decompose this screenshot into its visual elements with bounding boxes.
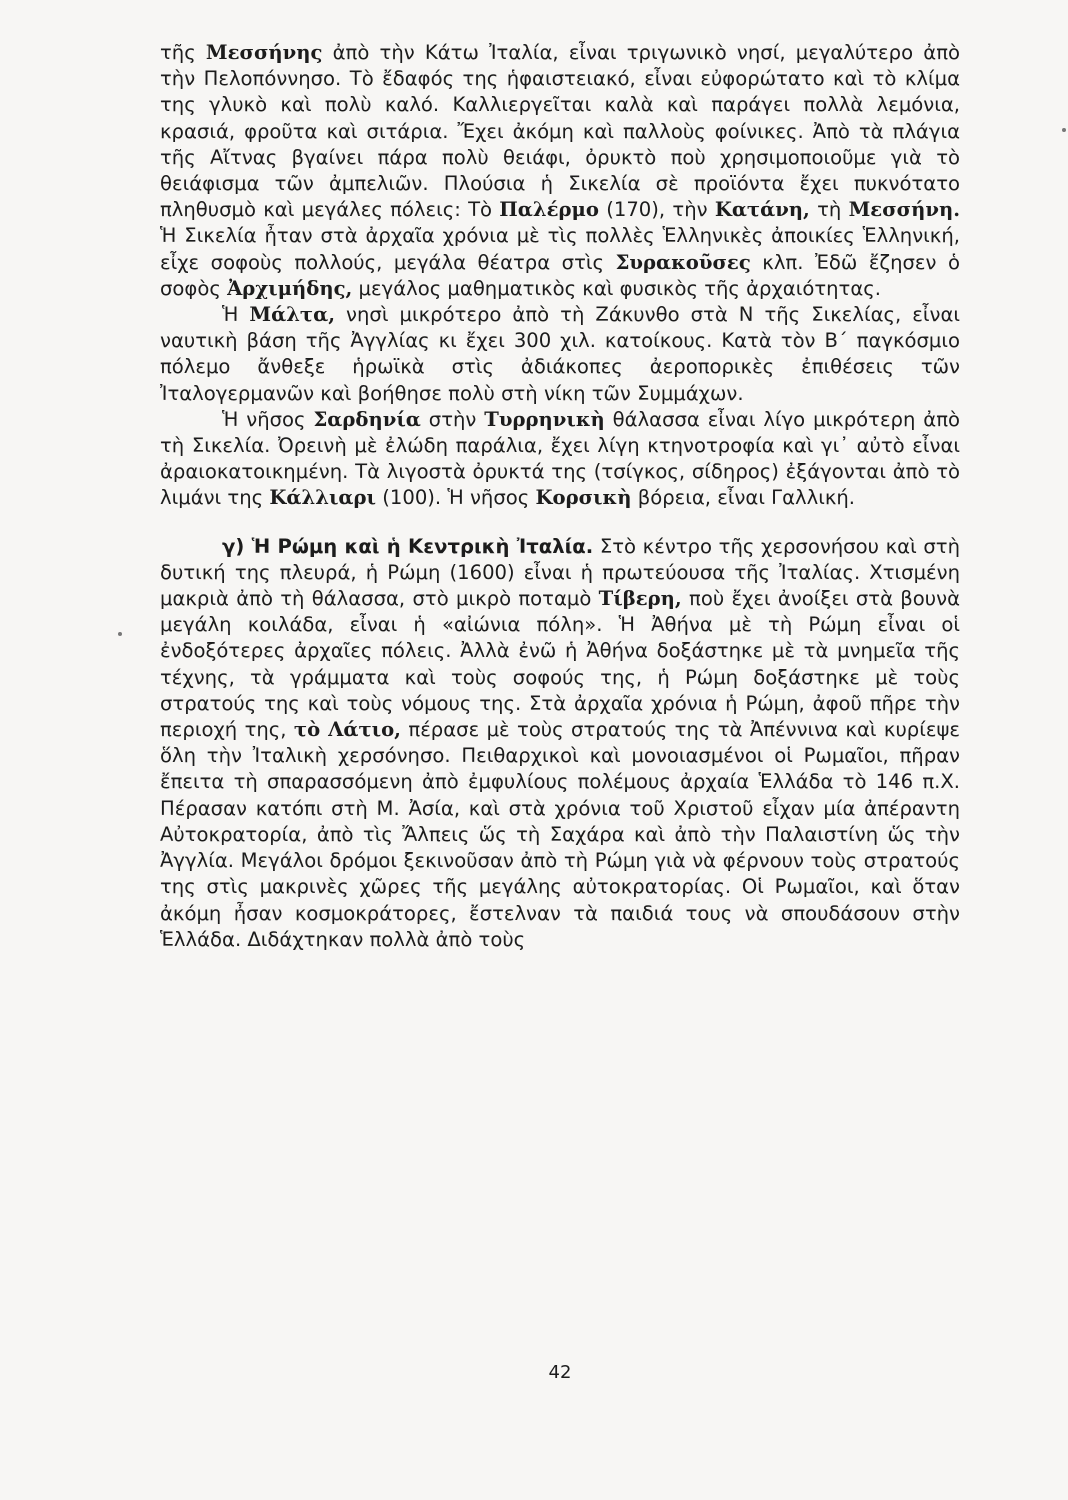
text-run: κλπ. Ἐδῶ ἔζησεν ὁ σοφὸς: [160, 250, 960, 300]
bold-term: Σαρδηνία: [313, 407, 421, 431]
bold-term: Συρακοῦσες: [615, 250, 751, 274]
text-run: τῆς: [160, 41, 206, 64]
page-number: 42: [548, 1362, 572, 1383]
text-run: βόρεια, εἶναι Γαλλική.: [631, 486, 856, 510]
bold-term: τὸ Λάτιο,: [293, 718, 402, 742]
text-run: (100). Ἡ νῆσος: [376, 486, 536, 510]
bold-term: Κάλλιαρι: [269, 486, 377, 510]
paragraph-sardinia: [160, 407, 960, 512]
paragraph-sicily: [160, 40, 960, 302]
text-run: πέρασε μὲ τοὺς στρατούς της τὰ Ἀπέννινα καὶ κυρίεψε ὅλη τὴν Ἰταλικὴ χερσόνησο. Πειθαρχικοὶ καὶ μονοιασμένοι οἱ Ρωμαῖοι, πῆραν ἔπειτα τὴ σπαρασσόμενη ἀπὸ ἐμφυλίους πολέμους ἀρχαία Ἑλλάδα τὸ 146 π.Χ. Πέρασαν κατόπι στὴ Μ. Ἀσία, καὶ στὰ χρόνια τοῦ Χριστοῦ εἶχαν μία ἀπέραντη Αὐτοκρατορία, ἀπὸ τὶς Ἄλπεις ὥς τὴ Σαχάρα καὶ ἀπὸ τὴν Παλαιστίνη ὥς τὴν Ἀγγλία. Μεγάλοι δρόμοι ξεκινοῦσαν ἀπὸ τὴ Ρώμη γιὰ νὰ φέρνουν τοὺς στρατούς της στὶς μακρινὲς χῶρες τῆς μεγάλης αὐτοκρατορίας. Οἱ Ρωμαῖοι, καὶ ὅταν ἀκόμη ἦσαν κοσμοκράτορες, ἔστελναν τὰ παιδιά τους νὰ σπουδάσουν στὴν Ἑλλάδα. Διδάχτηκαν πολλὰ ἀπὸ τοὺς: [160, 718, 960, 951]
text-run: Ἡ: [222, 303, 250, 327]
text-run: τὴ: [809, 198, 849, 222]
text-run: ἀπὸ τὴν Κάτω Ἰταλία, εἶναι τριγωνικὸ νησί, μεγαλύτερο ἀπὸ τὴν Πελοπόννησο. Τὸ ἔδαφός της ἡφαιστειακό, εἶναι εὐφορώτατο καὶ τὸ κλίμα της γλυκὸ καὶ πολὺ καλό. Καλλιεργεῖται καλὰ καὶ παράγει πολλὰ λεμόνια, κρασιά, φροῦτα καὶ σιτάρια. Ἔχει ἀκόμη καὶ παλλοὺς φοίνικες. Ἀπὸ τὰ πλάγια τῆς Αἴτνας βγαίνει πάρα πολὺ θειάφι, ὀρυκτὸ ποὺ χρησιμοποιοῦμε γιὰ τὸ θειάφισμα τῶν ἀμπελιῶν. Πλούσια ἡ Σικελία σὲ προϊόντα ἔχει πυκνότατο πληθυσμὸ καὶ μεγάλες πόλεις: Τὸ: [160, 41, 960, 222]
text-run: νησὶ μικρότερο ἀπὸ τὴ Ζάκυνθο στὰ Ν τῆς Σικελίας, εἶναι ναυτικὴ βάση τῆς Ἀγγλίας κι ἔχει 300 χιλ. κατοίκους. Κατὰ τὸν Β΄ παγκόσμιο πόλεμο ἄνθεξε ἡρωϊκὰ στὶς ἀδιάκοπες ἀεροπορικὲς ἐπιθέσεις τῶν Ἰταλογερμανῶν καὶ βοήθησε πολὺ στὴ νίκη τῶν Συμμάχων.: [160, 303, 960, 405]
text-run: θάλασσα εἶναι λίγο μικρότερη ἀπὸ τὴ Σικελία. Ὀρεινὴ μὲ ἐλώδη παράλια, ἔχει λίγη κτηνοτροφία καὶ γι᾽ αὐτὸ εἶναι ἀραιοκατοικημένη. Τὰ λιγοστὰ ὀρυκτά της (τσίγκος, σίδηρος) ἐξάγονται ἀπὸ τὸ λιμάνι της: [160, 407, 960, 510]
text-run: ποὺ ἔχει ἀνοίξει στὰ βουνὰ μεγάλη κοιλάδα, εἶναι ἡ «αἰώνια πόλη». Ἡ Ἀθήνα μὲ τὴ Ρώμη εἶναι οἱ ἐνδοξότερες ἀρχαῖες πόλεις. Ἀλλὰ ἐνῶ ἡ Ἀθήνα δοξάστηκε μὲ τὰ μνημεῖα τῆς τέχνης, τὰ γράμματα καὶ τοὺς σοφούς της, ἡ Ρώμη δοξάστηκε μὲ τοὺς στρατούς της καὶ τοὺς νόμους της. Στὰ ἀρχαῖα χρόνια ἡ Ρώμη, ἀφοῦ πῆρε τὴν περιοχή της,: [160, 587, 960, 742]
bold-term: Κατάνη,: [714, 198, 810, 222]
text-run: Ἡ νῆσος: [222, 407, 314, 431]
scan-speck: [1062, 128, 1066, 132]
book-page: [160, 40, 960, 1460]
bold-term: Μεσσήνης: [205, 41, 323, 64]
text-run: Ἡ Σικελία ἦταν στὰ ἀρχαῖα χρόνια μὲ τὶς πολλὲς Ἑλληνικὲς ἀποικίες Ἑλληνική, εἶχε σοφοὺς πολλούς, μεγάλα θέατρα στὶς: [160, 224, 960, 274]
bold-term: Μεσσήνη.: [848, 198, 961, 222]
text-run: στὴν: [420, 407, 485, 431]
scan-speck: [118, 632, 122, 636]
bold-term: Παλέρμο: [499, 198, 599, 222]
bold-term: Τίβερη,: [598, 587, 682, 611]
bold-term: Μάλτα,: [249, 303, 336, 327]
bold-term: Κορσικὴ: [535, 486, 632, 510]
paragraph-malta: [160, 302, 960, 407]
bold-term: Ἀρχιμήδης,: [227, 276, 353, 300]
text-run: (170), τὴν: [598, 198, 715, 222]
bold-term: Τυρρηνικὴ: [484, 407, 605, 431]
section-heading: γ) Ἡ Ρώμη καὶ ἡ Κεντρικὴ Ἰταλία.: [222, 534, 594, 558]
text-run: μεγάλος μαθηματικὸς καὶ φυσικὸς τῆς ἀρχαιότητας.: [352, 276, 881, 300]
text-run: Στὸ κέντρο τῆς χερσονήσου καὶ στὴ δυτική της πλευρά, ἡ Ρώμη (1600) εἶναι ἡ πρωτεύουσα τῆς Ἰταλίας. Χτισμένη μακριὰ ἀπὸ τὴ θάλασσα, στὸ μικρὸ ποταμὸ: [160, 534, 961, 611]
paragraph-rome: [160, 534, 960, 953]
